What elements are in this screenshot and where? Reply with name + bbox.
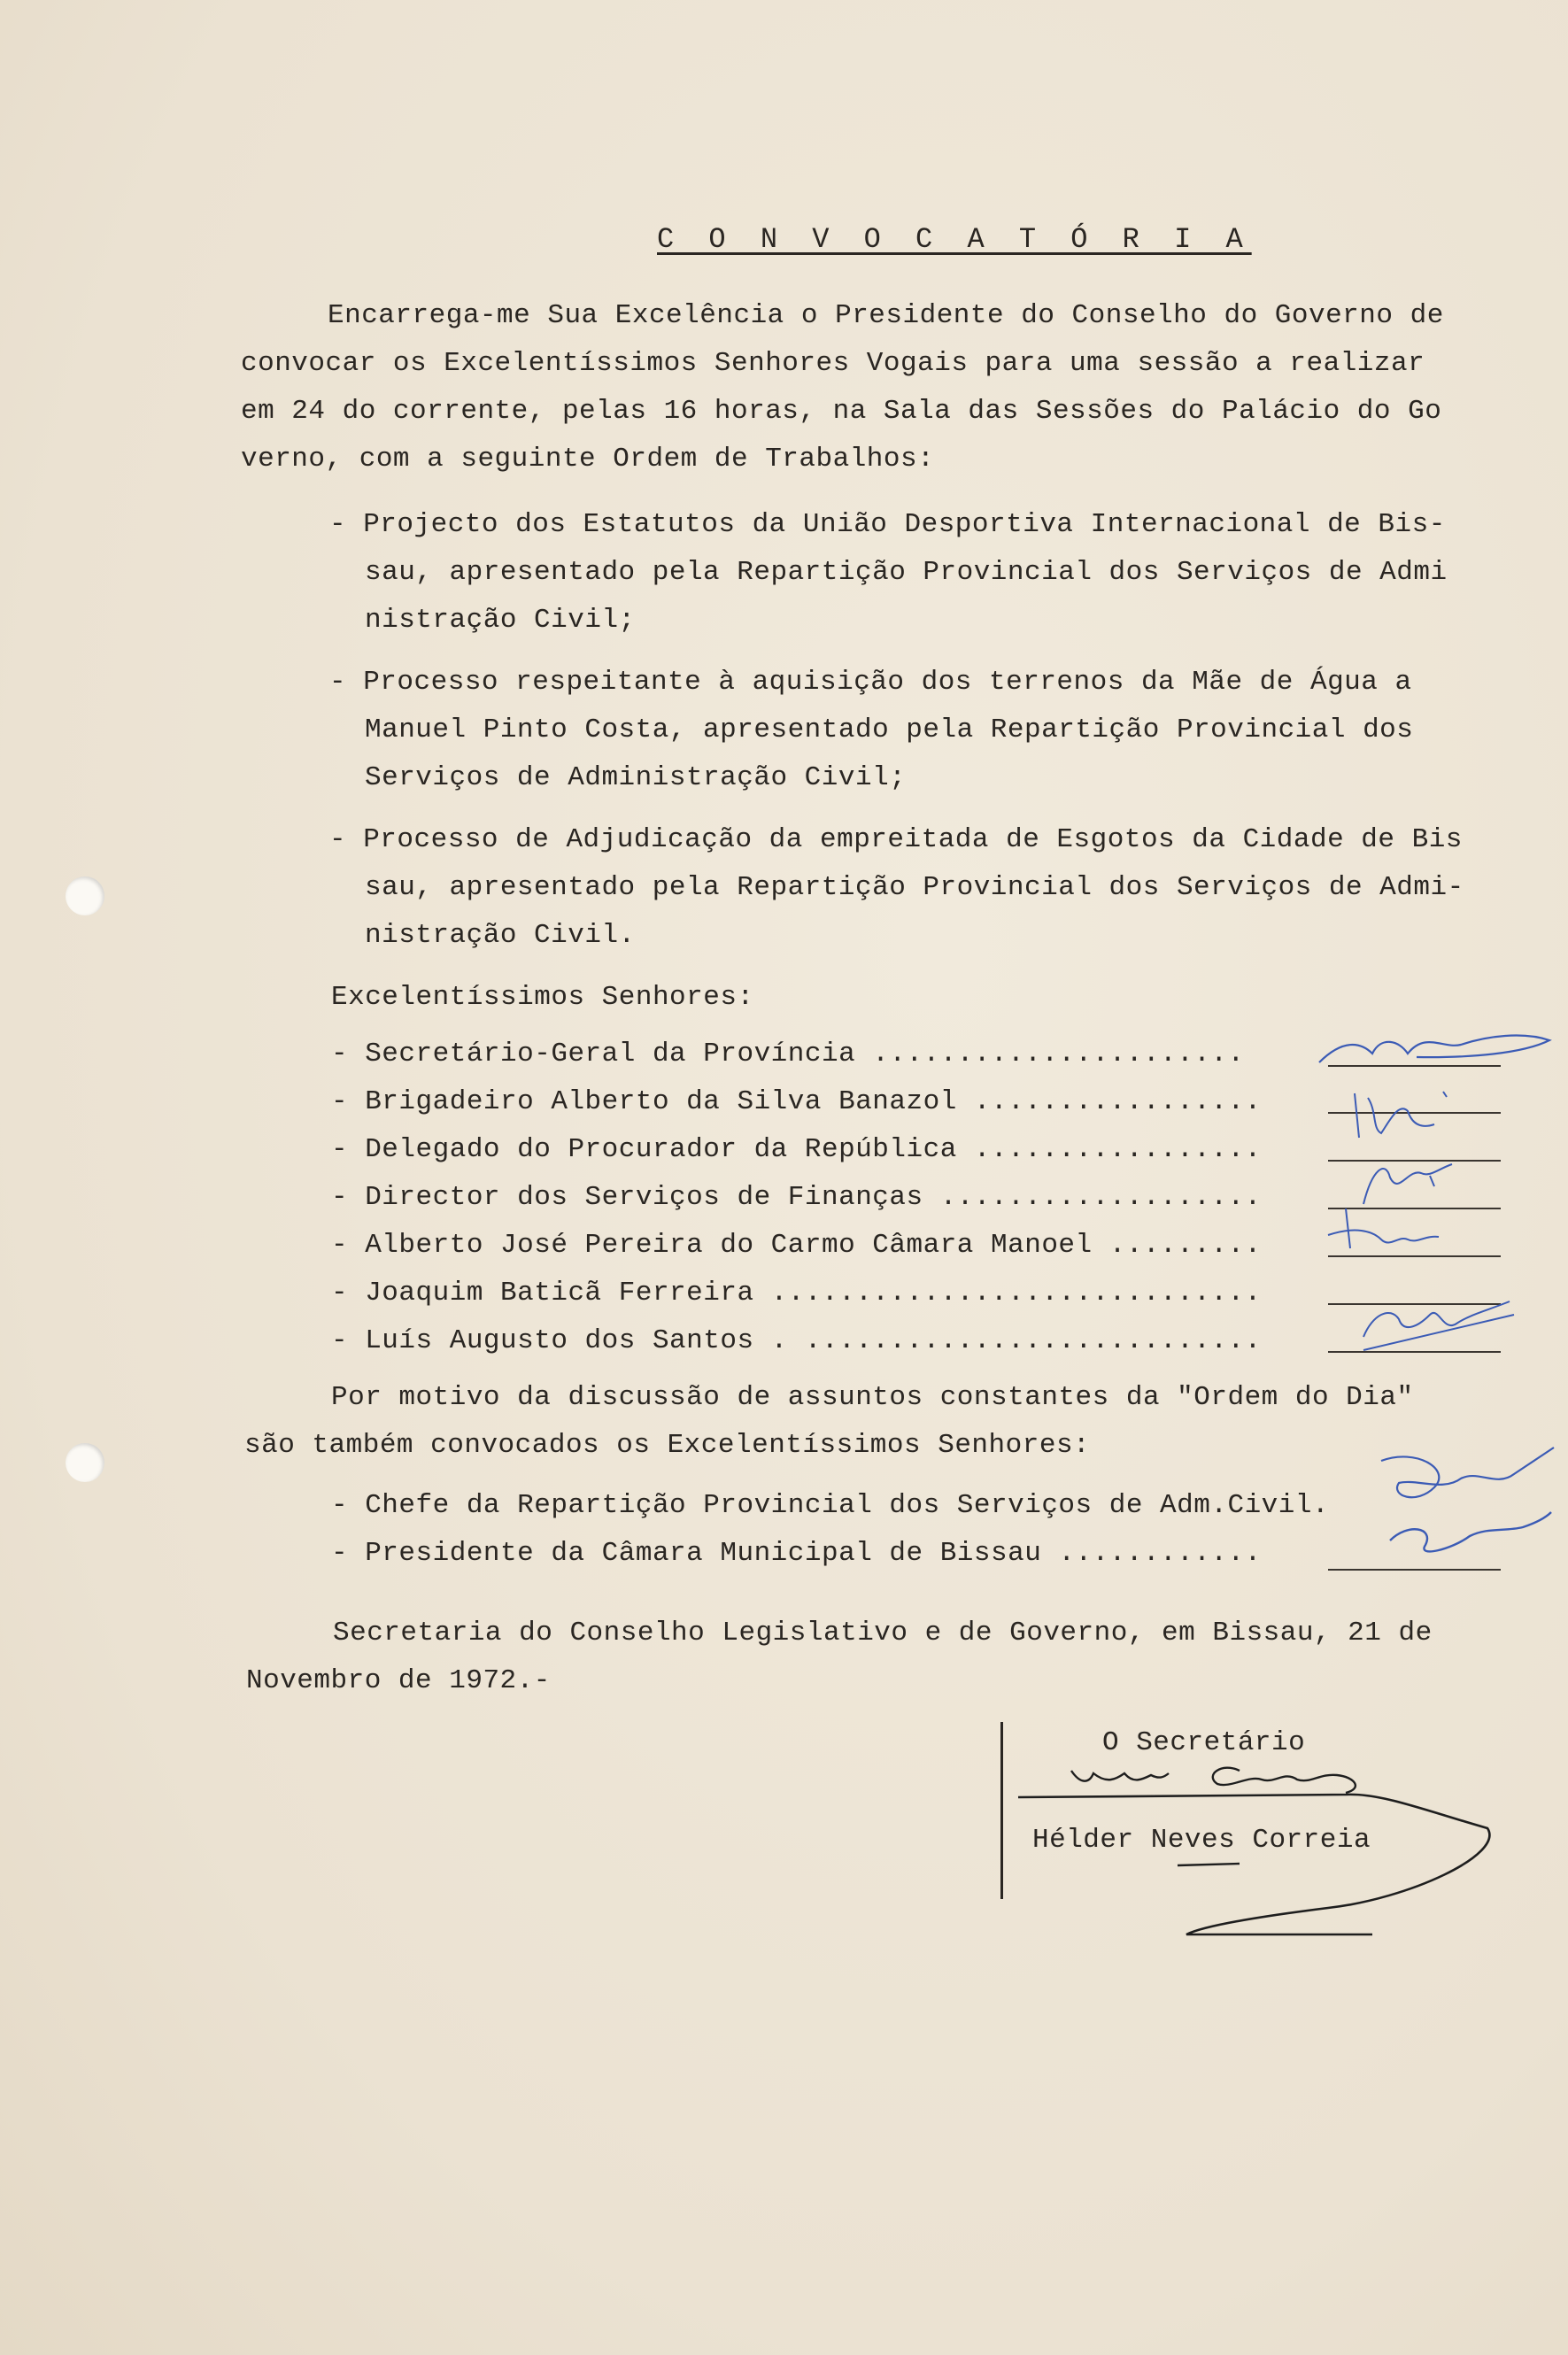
handwritten-signature xyxy=(1363,1443,1558,1585)
agenda-item-line: Serviços de Administração Civil; xyxy=(365,762,907,793)
intro-line: verno, com a seguinte Ordem de Trabalhos: xyxy=(241,444,935,475)
agenda-item-line: Manuel Pinto Costa, apresentado pela Repartição Provincial dos xyxy=(365,714,1414,745)
agenda-item-line: sau, apresentado pela Repartição Provincial dos Serviços de Admi xyxy=(365,557,1448,588)
secretary-name: Hélder Neves Correia xyxy=(1032,1825,1371,1856)
member-line: - Joaquim Baticã Ferreira ............................. xyxy=(331,1278,1262,1309)
document-title: C O N V O C A T Ó R I A xyxy=(657,223,1252,256)
also-convened-line: Por motivo da discussão de assuntos constantes da "Ordem do Dia" xyxy=(331,1382,1414,1413)
intro-line: convocar os Excelentíssimos Senhores Vogais para uma sessão a realizar xyxy=(241,348,1425,379)
closing-line: Secretaria do Conselho Legislativo e de Governo, em Bissau, 21 de xyxy=(333,1618,1433,1648)
member-line: - Alberto José Pereira do Carmo Câmara Manoel ......... xyxy=(331,1230,1262,1261)
intro-line: em 24 do corrente, pelas 16 horas, na Sala das Sessões do Palácio do Go xyxy=(241,396,1442,427)
members-heading: Excelentíssimos Senhores: xyxy=(331,982,754,1013)
agenda-item-line: nistração Civil; xyxy=(365,605,636,636)
member-line: - Secretário-Geral da Província ...................... xyxy=(331,1039,1245,1069)
guest-line: - Chefe da Repartição Provincial dos Serviços de Adm.Civil. xyxy=(331,1490,1330,1521)
handwritten-signature xyxy=(1346,1288,1523,1359)
punch-hole xyxy=(66,876,104,915)
agenda-item-line: sau, apresentado pela Repartição Provincial dos Serviços de Admi- xyxy=(365,872,1464,903)
member-line: - Delegado do Procurador da República ................. xyxy=(331,1134,1262,1165)
closing-line: Novembro de 1972.- xyxy=(246,1665,551,1696)
signature-bracket xyxy=(1000,1722,1003,1899)
handwritten-signature xyxy=(1319,1200,1470,1262)
secretary-role: O Secretário xyxy=(1102,1727,1306,1758)
agenda-item-line: - Processo de Adjudicação da empreitada de Esgotos da Cidade de Bis xyxy=(329,824,1463,855)
agenda-item-line: nistração Civil. xyxy=(365,920,636,951)
guest-line: - Presidente da Câmara Municipal de Bissau ............ xyxy=(331,1538,1262,1569)
handwritten-signature xyxy=(1337,1085,1479,1147)
member-line: - Brigadeiro Alberto da Silva Banazol ................. xyxy=(331,1086,1262,1117)
member-line: - Director dos Serviços de Finanças ................... xyxy=(331,1182,1262,1213)
punch-hole xyxy=(66,1443,104,1482)
intro-line: Encarrega-me Sua Excelência o Presidente do Conselho do Governo de xyxy=(328,300,1444,331)
handwritten-signature xyxy=(1310,1018,1558,1080)
agenda-item-line: - Processo respeitante à aquisição dos terrenos da Mãe de Água a xyxy=(329,667,1412,698)
member-line: - Luís Augusto dos Santos . ........................... xyxy=(331,1325,1262,1356)
also-convened-line: são também convocados os Excelentíssimos Senhores: xyxy=(244,1430,1091,1461)
agenda-item-line: - Projecto dos Estatutos da União Desportiva Internacional de Bis- xyxy=(329,509,1446,540)
